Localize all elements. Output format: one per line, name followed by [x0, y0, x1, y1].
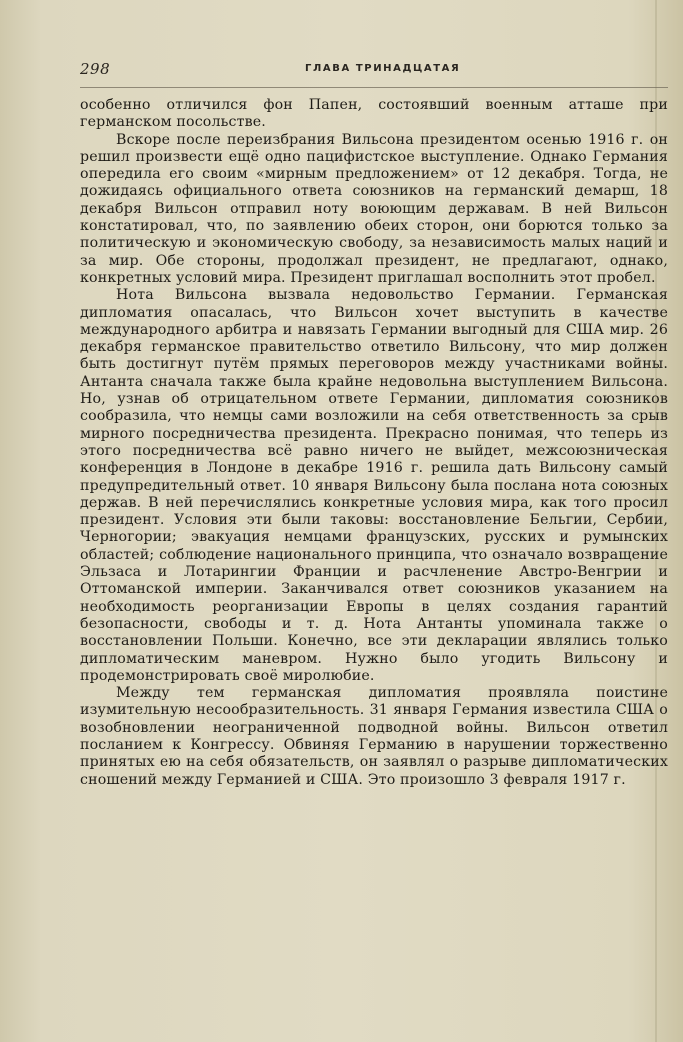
paragraph-continuation: особенно отличился фон Папен, состоявший военным атташе при германском посольстве.	[80, 97, 668, 131]
paragraph: Нота Вильсона вызвала недовольство Германии. Германская дипломатия опасалась, что Вильсон хочет выступить в качестве международного арбитра и навязать Германии выгодный для США мир. 26 декабря германское правительство ответило Вильсону, что мир должен быть достигнут путём прямых переговоров между участниками войны. Антанта сначала также была крайне недовольна выступлением Вильсона. Но, узнав об отрицательном ответе Германии, дипломатия союзников сообразила, что немцы сами возложили на себя ответственность за срыв мирного посредничества президента. Прекрасно понимая, что теперь из этого посредничества всё равно ничего не выйдет, межсоюзническая конференция в Лондоне в декабре 1916 г. решила дать Вильсону самый предупредительный ответ. 10 января Вильсону была послана нота союзных держав. В ней перечислялись конкретные условия мира, как того просил президент. Условия эти были таковы: восстановление Бельгии, Сербии, Черногории; эвакуация немцами французских, русских и румынских областей; соблюдение национального принципа, что означало возвращение Эльзаса и Лотарингии Франции и расчленение Австро-Венгрии и Оттоманской империи. Заканчивался ответ союзников указанием на необходимость реорганизации Европы в целях создания гарантий безопасности, свободы и т. д. Нота Антанты упоминала также о восстановлении Польши. Конечно, все эти декларации являлись только дипломатическим маневром. Нужно было угодить Вильсону и продемонстрировать своё миролюбие.	[80, 287, 668, 684]
paragraph: Между тем германская дипломатия проявляла поистине изумительную несообразительность. 31 января Германия известила США о возобновлении неограниченной подводной войны. Вильсон ответил посланием к Конгрессу. Обвиняя Германию в нарушении торжественно принятых ею на себя обязательств, он заявлял о разрыве дипломатических сношений между Германией и США. Это произошло 3 февраля 1917 г.	[80, 685, 668, 788]
page-number: 298	[80, 60, 111, 78]
body-text	[80, 97, 668, 789]
paragraph: Вскоре после переизбрания Вильсона президентом осенью 1916 г. он решил произвести ещё одно пацифистское выступление. Однако Германия опередила его своим «мирным предложением» от 12 декабря. Тогда, не дожидаясь официального ответа союзников на германский демарш, 18 декабря Вильсон отправил ноту воюющим державам. В ней Вильсон констатировал, что, по заявлению обеих сторон, они борются только за политическую и экономическую свободу, за независимость малых наций и за мир. Обе стороны, продолжал президент, не предлагают, однако, конкретных условий мира. Президент приглашал восполнить этот пробел.	[80, 131, 668, 286]
page-header	[80, 60, 668, 84]
header-divider	[80, 87, 668, 88]
running-head-chapter-title: ГЛАВА ТРИНАДЦАТАЯ	[305, 63, 461, 74]
